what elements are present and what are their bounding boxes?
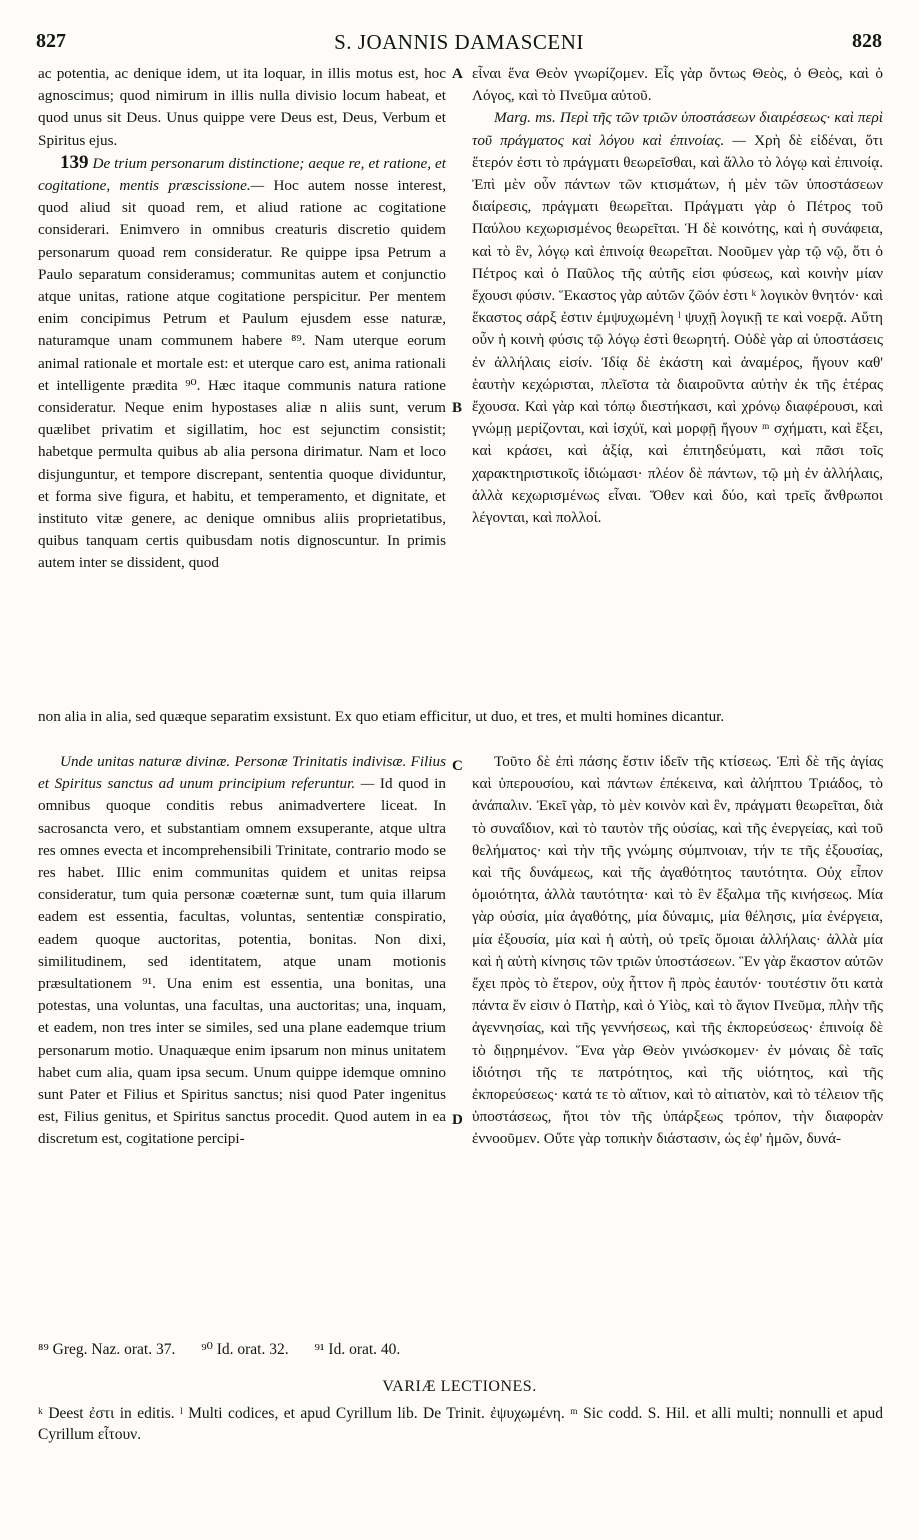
latin-tail-line (38, 706, 883, 728)
greek-marginal-heading: Marg. ms. Περὶ τῆς τῶν τριῶν ὑποστάσεων διαιρέσεως· καὶ περὶ τοῦ πράγματος καὶ λόγου καὶ ἐπινοίας. — (472, 109, 883, 149)
greek-column-top (472, 63, 883, 529)
latin-column-bottom (38, 751, 446, 1151)
greek-paragraph-2: Χρὴ δὲ εἰδέναι, ὅτι ἕτερόν ἐστι τὸ πράγματι θεωρεῖσθαι, καὶ ἄλλο τὸ λόγῳ καὶ ἐπινοίᾳ. Ἐπὶ μὲν οὖν πάντων τῶν κτισμάτων, ἡ μὲν τῶν ὑποστάσεων διαίρεσις, πράγματι θεωρεῖται. Πράγματι γὰρ ὁ Πέτρος τοῦ Παύλου κεχωρισμένος θεωρεῖται. Ἡ δὲ κοινότης, καὶ ἡ συνάφεια, καὶ τὸ ἓν, λόγῳ καὶ ἐπινοίᾳ θεωρεῖται. Νοοῦμεν γὰρ τῷ νῷ, ὅτι ὁ Πέτρος καὶ ὁ Παῦλος τῆς αὐτῆς εἰσι φύσεως, καὶ κοινὴν μίαν ἔχουσι φύσιν. Ἕκαστος γὰρ αὐτῶν ζῶόν ἐστι ᵏ λογικὸν θνητόν· καὶ ἕκαστος σάρξ ἐστιν ἐμψυχωμένη ˡ ψυχῇ λογικῇ τε καὶ νοερᾷ. Αὕτη οὖν ἡ κοινὴ φύσις τῷ λόγῳ ἐστὶ θεωρητή. Οὐδὲ γὰρ αἱ ὑποστάσεις ἐν ἀλλήλαις εἰσίν. Ἰδίᾳ δὲ ἑκάστη καὶ ἀναμέρος, ἤγουν καθ' ἑαυτὴν κεχώρισται, πλεῖστα τὰ διαιροῦντα αὐτὴν ἐκ τῆς ἑτέρας ἔχουσα. Καὶ γὰρ καὶ τόπῳ διεστήκασι, καὶ χρόνῳ διαφέρουσι, καὶ γνώμῃ μερίζονται, καὶ ἰσχύϊ, καὶ μορφῇ ἤγουν ᵐ σχήματι, καὶ ἕξει, καὶ κράσει, καὶ ἀξίᾳ, καὶ ἐπιτηδεύματι, καὶ πᾶσι τοῖς χαρακτηριστικοῖς ἰδιώμασι· πλέον δὲ πάντων, τῷ μὴ ἐν ἀλλήλαις, ἀλλὰ κεχωρισμένως εἶναι. Ὅθεν καὶ δύο, καὶ τρεῖς ἄνθρωποι λέγονται, καὶ πολλοί. (472, 131, 883, 527)
greek-column-bottom (472, 751, 883, 1151)
footnote-91: ⁹¹ Id. orat. 40. (314, 1341, 401, 1358)
latin-paragraph-2: Hoc autem nosse interest, quod aliud sit quoad rem, et aliud ratione ac cogitatione considerari. Enimvero in omnibus creaturis discretio quidem personarum quoad rem consideratur. Re quippe ipsa Petrum a Paulo separatum consideramus; communitas autem et conjunctio atque unitas, ratione atque cogitatione perspicitur. Per mentem enim concipimus Petrum et Paulum ejusdem esse naturæ, naturamque unam communem habere ⁸⁹. Nam uterque eorum animal rationale et mortale est: et uterque caro est, anima rationali et intelligente prædita ⁹⁰. Hæc itaque communis natura ratione consideratur. Neque enim hypostases aliæ n aliis sunt, verum quælibet privatim et sigillatim, hoc est sejunctim consistit; habetque permulta quibus ab alia persona dirimatur. Nam et loco disjunguntur, et tempore discrepant, sententia quoque dividuntur, et forma sive figura, et habitu, et temperamento, et dignitate, et instituto vitæ genere, ac denique omnibus aliis proprietatibus, quibus tanquam certis quibusdam notis dignoscuntur. In primis autem inter se dissident, quod (38, 177, 446, 572)
greek-paragraph-3: Τοῦτο δὲ ἐπὶ πάσης ἔστιν ἰδεῖν τῆς κτίσεως. Ἐπὶ δὲ τῆς ἁγίας καὶ ὑπερουσίου, καὶ πάντων ἐπέκεινα, καὶ ἀλήπτου Τριάδος, τὸ ἀνάπαλιν. Ἐκεῖ γὰρ, τὸ μὲν κοινὸν καὶ ἓν, πράγματι θεωρεῖται, διὰ τὸ συναΐδιον, καὶ τὸ ταυτὸν τῆς οὐσίας, καὶ τῆς ἐνεργείας, καὶ τοῦ θελήματος· καὶ τὴν τῆς γνώμης σύμπνοιαν, τήν τε τῆς ἐξουσίας, καὶ τῆς δυνάμεως, καὶ τῆς ἀγαθότητος ταυτότητα. Οὐχ εἶπον ὁμοιότητα, ἀλλὰ ταυτότητα· καὶ τὸ ἓν ἔξαλμα τῆς κινήσεως. Μία γὰρ οὐσία, μία ἀγαθότης, μία δύναμις, μία θέλησις, μία ἐνέργεια, μία ἐξουσία, μία καὶ ἡ αὐτὴ, οὐ τρεῖς ὅμοιαι ἀλλήλαις· ἀλλὰ μία καὶ ἡ αὐτὴ κίνησις τῶν τριῶν ὑποστάσεων. Ἓν γὰρ ἕκαστον αὐτῶν ἔχει πρὸς τὸ ἕτερον, οὐχ ἧττον ἢ πρὸς ἑαυτόν· τουτέστιν ὅτι κατὰ πάντα ἕν εἰσιν ὁ Πατὴρ, καὶ ὁ Υἱὸς, καὶ τὸ ἅγιον Πνεῦμα, πλὴν τῆς ἀγεννησίας, καὶ τῆς γεννήσεως, καὶ τῆς ἐκπορεύσεως· ἐπινοίᾳ δὲ τὸ διῃρημένον. Ἕνα γὰρ Θεὸν γινώσκομεν· ἐν μόναις δὲ ταῖς ἰδιότησι τῆς τε πατρότητος, καὶ τῆς υἱότητος, καὶ τῆς ἐκπορεύσεως· κατά τε τὸ αἴτιον, καὶ τὸ αἰτιατὸν, καὶ τὸ τέλειον τῆς ὑποστάσεως, ἤτοι τὸν τῆς ὑπάρξεως τρόπον, τὴν διαφορὰν ἐννοοῦμεν. Οὔτε γὰρ τοπικὴν διάστασιν, ὡς ἐφ' ἡμῶν, δυνά- (472, 753, 883, 1148)
margin-letter-d: D (452, 1112, 463, 1128)
page-number-right: 828 (852, 30, 882, 52)
margin-letter-c: C (452, 758, 463, 774)
latin-section-heading: De trium personarum distinctione; aeque re, et ratione, et cogitatione, mentis præscissione.— (38, 154, 446, 195)
latin-section-139 (38, 152, 446, 575)
footnote-90: ⁹⁰ Id. orat. 32. (201, 1341, 289, 1358)
footnote-89: ⁸⁹ Greg. Naz. orat. 37. (38, 1341, 176, 1358)
margin-letter-a: A (452, 66, 463, 82)
section-number: 139 (60, 151, 89, 173)
variae-lectiones-text: ᵏ Deest ἐστι in editis. ˡ Multi codices, et apud Cyrillum lib. De Trinit. ἐψυχωμένη. ᵐ Sic codd. S. Hil. et alli multi; nonnulli et apud Cyrillum εἶτουν. (38, 1405, 883, 1443)
latin-column-top (38, 63, 446, 575)
latin-paragraph-3: Id quod in omnibus quoque conditis rebus animadvertere liceat. In sacrosancta vero, et substantiam omnem exsuperante, atque ultra res omnes evecta et incomprehensibili Trinitate, contrario modo se res habet. Illic enim communitas quidem et unitas reipsa consideratur, tum quia personæ coæternæ sunt, tum quia illarum eadem est essentia, facultas, voluntas, sententiæ conspiratio, eadem quoque auctoritas, potentia, bonitas. Non dixi, similitudinem, sed identitatem, atque unam motionis præsultationem ⁹¹. Una enim est essentia, una bonitas, una potestas, una voluntas, una facultas, una auctoritas; una, inquam, et eadem, non tres inter se similes, sed una plane eademque trium personarum motio. Unaquæque enim ipsarum non minus unitatem habet cum alia, quam ipsa secum. Unum quippe idemque omnino sunt Pater et Filius et Spiritus sanctus; nisi quod Pater ingenitus est, Filius genitus, et Spiritus sanctus procedit. Quod autem in ea discretum est, cogitatione percipi- (38, 775, 447, 1148)
footnotes (38, 1340, 883, 1359)
page-header (36, 30, 882, 56)
page-number-left: 827 (36, 30, 66, 52)
latin-heading-unity: Unde unitas naturæ divinæ. Personæ Trinitatis indivisæ. Filius et Spiritus sanctus ad unum principium referuntur. — (38, 753, 446, 793)
greek-section (472, 107, 883, 529)
margin-letter-b: B (452, 400, 463, 416)
running-title: S. JOANNIS DAMASCENI (334, 30, 584, 54)
latin-paragraph-1: ac potentia, ac denique idem, ut ita loquar, in illis motus est, hoc agnoscimus; quod nimirum in illis nulla divisio locum habeat, et quod unus sit Deus. Unus quippe vere Deus est, Deus, Verbum et Spiritus ejus. (38, 65, 446, 149)
latin-tail-text: non alia in alia, sed quæque separatim exsistunt. Ex quo etiam efficitur, ut duo, et tres, et multi homines dicantur. (38, 708, 725, 725)
latin-section-unity (38, 751, 446, 1151)
greek-paragraph-1: εἶναι ἕνα Θεὸν γνωρίζομεν. Εἷς γὰρ ὄντως Θεὸς, ὁ Θεὸς, καὶ ὁ Λόγος, καὶ τὸ Πνεῦμα αὐτοῦ. (472, 65, 883, 105)
variae-lectiones-title: VARIÆ LECTIONES. (382, 1378, 537, 1395)
